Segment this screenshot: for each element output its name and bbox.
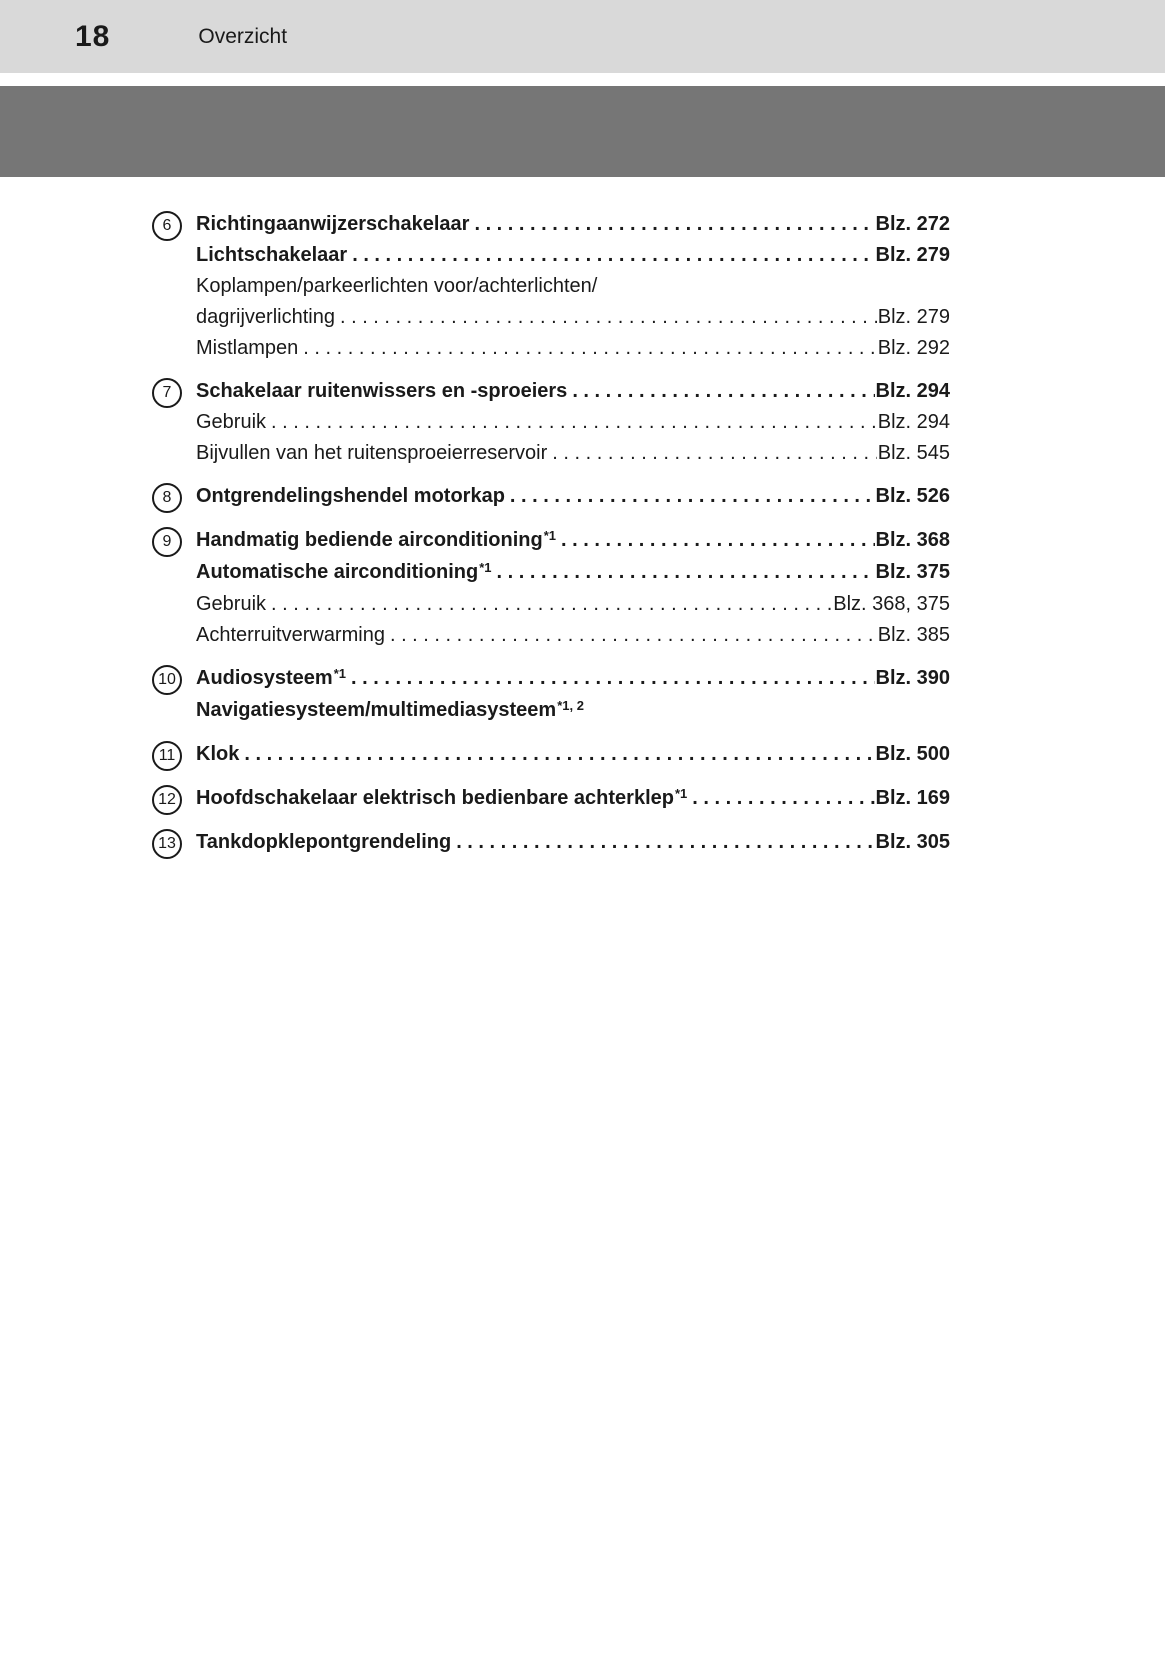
entry-label: Handmatig bediende airconditioning — [196, 529, 543, 551]
toc-item — [152, 739, 950, 771]
toc-line — [196, 481, 950, 512]
toc-item — [152, 525, 950, 651]
toc-line — [196, 695, 950, 727]
dot-leader — [352, 240, 874, 271]
toc-line — [196, 525, 950, 557]
toc-line — [196, 620, 950, 651]
toc-line — [196, 240, 950, 271]
toc-item-lines — [196, 376, 950, 469]
toc-line — [196, 438, 950, 469]
dot-leader — [552, 438, 876, 469]
dot-leader — [271, 589, 832, 620]
page-reference: Blz. 368 — [875, 529, 950, 551]
item-number-badge: 10 — [152, 665, 182, 695]
entry-label: Audiosysteem — [196, 667, 333, 689]
entry-label: Bijvullen van het ruitensproeierreservoir — [196, 442, 548, 464]
toc-line — [196, 827, 950, 858]
toc-item-lines — [196, 209, 950, 364]
toc-line — [196, 209, 950, 240]
entry-label: Automatische airconditioning — [196, 561, 479, 583]
toc-line — [196, 271, 950, 302]
toc-item-lines — [196, 783, 950, 815]
toc-line — [196, 302, 950, 333]
toc-line — [196, 783, 950, 815]
dot-leader — [692, 783, 874, 814]
page-reference: Blz. 292 — [877, 337, 950, 359]
item-number-column — [152, 525, 196, 651]
toc-item-lines — [196, 827, 950, 859]
toc-item — [152, 827, 950, 859]
toc-item-lines — [196, 525, 950, 651]
toc-item — [152, 481, 950, 513]
dot-leader — [340, 302, 877, 333]
page-reference: Blz. 169 — [875, 787, 950, 809]
toc-item — [152, 376, 950, 469]
item-number-badge: 8 — [152, 483, 182, 513]
page-reference: Blz. 545 — [877, 442, 950, 464]
toc-list — [0, 177, 1165, 859]
page-reference: Blz. 279 — [877, 306, 950, 328]
footnote-marker: *1 — [674, 786, 688, 801]
entry-label: Gebruik — [196, 593, 267, 615]
entry-label: Gebruik — [196, 411, 267, 433]
dot-leader — [474, 209, 874, 240]
page-reference: Blz. 526 — [875, 485, 950, 507]
dot-leader — [572, 376, 874, 407]
item-number-column — [152, 827, 196, 859]
page-reference: Blz. 375 — [875, 561, 950, 583]
item-number-badge: 12 — [152, 785, 182, 815]
entry-label: Schakelaar ruitenwissers en -sproeiers — [196, 380, 568, 402]
toc-line — [196, 333, 950, 364]
toc-line — [196, 407, 950, 438]
item-number-badge: 9 — [152, 527, 182, 557]
section-banner — [0, 86, 1165, 177]
page-reference: Blz. 294 — [875, 380, 950, 402]
dot-leader — [244, 739, 874, 770]
page-reference: Blz. 294 — [877, 411, 950, 433]
item-number-badge: 13 — [152, 829, 182, 859]
toc-item — [152, 663, 950, 727]
toc-item-lines — [196, 739, 950, 771]
item-number-badge: 7 — [152, 378, 182, 408]
toc-line — [196, 589, 950, 620]
toc-item — [152, 209, 950, 364]
page-number: 18 — [75, 19, 111, 53]
footnote-marker: *1 — [333, 666, 347, 681]
dot-leader — [303, 333, 876, 364]
item-number-column — [152, 663, 196, 727]
section-title: Overzicht — [198, 24, 288, 48]
toc-item-lines — [196, 663, 950, 727]
dot-leader — [390, 620, 877, 651]
toc-line — [196, 739, 950, 770]
item-number-column — [152, 481, 196, 513]
page-reference: Blz. 305 — [875, 831, 950, 853]
dot-leader — [497, 557, 875, 588]
item-number-column — [152, 209, 196, 364]
entry-label: Richtingaanwijzerschakelaar — [196, 213, 470, 235]
entry-label: Hoofdschakelaar elektrisch bedienbare achterklep — [196, 787, 674, 809]
entry-label: dagrijverlichting — [196, 306, 335, 328]
page-reference: Blz. 385 — [877, 624, 950, 646]
toc-line — [196, 376, 950, 407]
toc-line — [196, 557, 950, 589]
entry-label: Ontgrendelingshendel motorkap — [196, 485, 505, 507]
entry-label: Lichtschakelaar — [196, 244, 348, 266]
footnote-marker: *1 — [479, 560, 492, 575]
item-number-column — [152, 376, 196, 469]
entry-label: Achterruitverwarming — [196, 624, 385, 646]
toc-item — [152, 783, 950, 815]
page-header — [0, 0, 1165, 73]
entry-label: Navigatiesysteem/multimediasysteem — [196, 699, 557, 721]
entry-label: Koplampen/parkeerlichten voor/achterlichten/ — [196, 275, 598, 297]
item-number-column — [152, 739, 196, 771]
footnote-marker: *1 — [543, 528, 556, 543]
dot-leader — [271, 407, 877, 438]
footnote-marker: *1, 2 — [557, 698, 584, 713]
entry-label: Mistlampen — [196, 337, 299, 359]
entry-label: Tankdopklepontgrendeling — [196, 831, 452, 853]
dot-leader — [456, 827, 874, 858]
dot-leader — [351, 663, 875, 694]
item-number-badge: 6 — [152, 211, 182, 241]
entry-label: Klok — [196, 743, 240, 765]
item-number-column — [152, 783, 196, 815]
page-reference: Blz. 390 — [875, 667, 950, 689]
item-number-badge: 11 — [152, 741, 182, 771]
dot-leader — [561, 525, 875, 556]
page-reference: Blz. 500 — [875, 743, 950, 765]
page-reference: Blz. 272 — [875, 213, 950, 235]
page-reference: Blz. 279 — [875, 244, 950, 266]
page-reference: Blz. 368, 375 — [833, 593, 950, 615]
toc-item-lines — [196, 481, 950, 513]
dot-leader — [510, 481, 875, 512]
